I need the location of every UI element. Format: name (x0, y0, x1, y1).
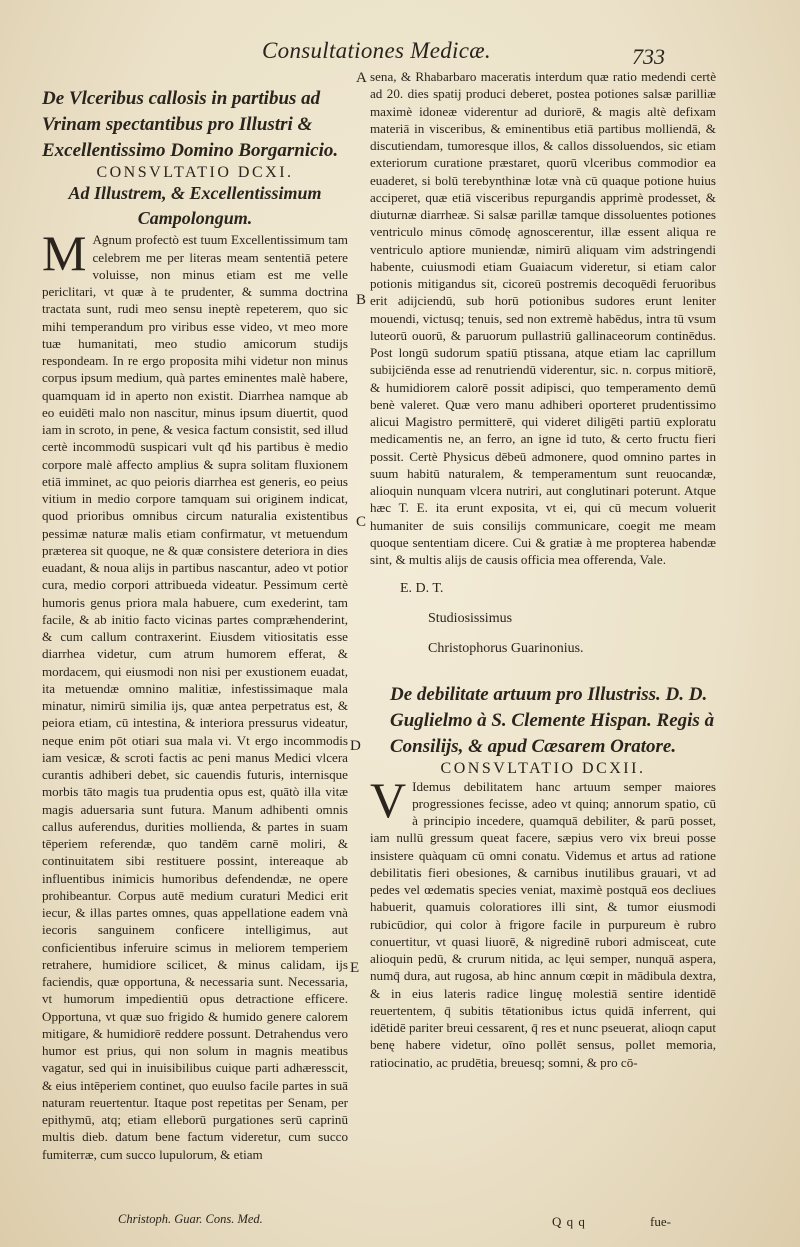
section-title-612: De debilitate artuum pro Illustriss. D. D. Guglielmo à S. Clemente Hispan. Regis à Consilijs, & apud Cæsarem Oratore. (390, 684, 715, 758)
drop-cap-m: M (42, 225, 87, 282)
right-column (370, 68, 716, 1071)
page-number: 733 (632, 44, 665, 69)
signature-mark: Q q q (552, 1214, 586, 1229)
section-title-611: De Vlceribus callosis in partibus ad Vrinam spectantibus pro Illustri & Excellentissimo Domino Borgarnicio. (42, 88, 339, 161)
margin-letter-d: D (350, 738, 361, 754)
signature-line: Studiosissimus (428, 611, 513, 627)
margin-letter-c: C (356, 514, 367, 530)
running-title: Consultationes Medicæ. (262, 38, 491, 63)
addressee-heading: Ad Illustrem, & Excellentissimum Campolongum. (68, 183, 322, 229)
signature-line: E. D. T. (400, 581, 444, 597)
margin-letter-b: B (356, 292, 367, 308)
consultation-body-611 (42, 225, 348, 1163)
left-column (42, 86, 348, 1163)
consultation-body-612 (370, 771, 716, 1071)
body-text: Agnum profectò est tuum Excellentissimum tam celebrem me per literas meam sententiā petere voluisse, non minus etiam est me velle periclitari, vt quæ à te prudenter, & summa doctrina tractata sunt, rudi meo sensu ineptè repeterem, quo sic mihi temperandum pro viribus esse video, vt meo more tuæ humanitati, meo studio amicorum studijs respondeam. In re ergo proposita mihi videtur non minus corpus ipsum medium, quà partes eminentes malè habere, quamquam id in aperto non existit. Diarrhea namque ab eo euidēti malo non nascitur, minus ipsum diuertit, quod iam in scroto, in pene, & vesica factum consistit, sed illud certè incommodū suspicari vult qđ his partibus è medio corpore malè affecto amplius & supra solitam fluxionem etiā imminet, ac quo peioris diarrhea est generis, eo peius vitium in medio corpore tamquam sui originem indicat, quod prioribus omnibus circum naturalia existentibus pessimæ naturæ malis etiam confirmatur, vt metuendum præterea sit quoque, ne & quæ consistere deteriora in dies euadant, & noua alijs in partibus nascantur, adeo vt potior cura, medio corpori attribueda videatur. Pessimum certè humoris genus priora mala habuere, cum exederint, tam facile, & ab initio facto vicinas partes compræhenderint, & cum callum contraxerint. Eiusdem vitiositatis esse diarrhea videtur, cum atrum humorem efferat, & mordacem, qui eiusmodi non nisi per exustionem euadat, ita metuendæ omnino malitiæ, infestissimaque mala minatur, nimirū similia ijs, quæ antea perpetratus est, & peiora etiam, cū intestina, & interiora pressurus videatur, neque enim pōt otiari sua mala vi. Vt ergo incommodis iam vesicæ, & scroti factis ac peni manus Medici vlcera curantis adhiberi debet, sic cauendis futuris, internisque morbis tāto magis tua prudentia opus est, quātò illa vitæ magis aduersaria sunt futura. Manum adhibenti omnis callus auferendus, durities mollienda, & partes in suam tēperiem referendæ, quo tandēm carnē moliri, & continuitatem sibi restituere possint, intereaque ab influentibus inimicis humoribus defendendæ, ne opere prohibeantur. Corpus autē medium curaturi Medici erit iecur, & illas partes omnes, quas appellatione eadem vnà iecoris sanguinem conficere intelligimus, aut conficientibus inferuire scimus in meliorem temperiem retrahere, humidiore scilicet, & minus calidam, ijs faciendis, quæ opportuna, & necessaria sunt. Necessaria, vt humorum impedientiū opus detractione efficere. Opportuna, vt quæ suo frigido & humido genere calorem mitigare, & humidiorē reddere possunt. Detrahendus vero humor est prius, qui non solum in magnis meatibus vagatur, sed qui in inuisibilibus cuique parti adhæresscit, & eius intēperiem continet, quo euulso facile partes in suā naturam reuertentur. Itaque post repetitas per Senam, per epithymū, atq; etiam elleborū purgationes serū caprinū multis dieb. datum bene factum videretur, cum succo fumiterræ, cum succo lupulorum, & etiam (42, 232, 348, 1162)
footer-catchline: Christoph. Guar. Cons. Med. (118, 1212, 263, 1226)
body-text: Idemus debilitatem hanc artuum semper maiores progressiones fecisse, adeo vt quinq; annorum spatio, cū à principio incedere, quamquā debiliter, & parū posset, iam nullū gressum queat facere, sæpius vero vix breui posse insistere quàquam cū omni conatu. Videmus et artus ad ratione debilitatis fieri obesiones, & carnibus inutilibus grauari, vt ad pedes vel œdematis species veniat, maximè postquā eos decliues habuerit, quamuis coloratiores illi sint, & tumor eiusmodi rubicūdior, qui color à frigore facile in purpureum è rubro conuertitur, vt quasi liuorē, & nigredinē rubori admisceat, cute alioquin pedū, & crurum nitida, ac lęui semper, nunquā aspera, numq̄ dura, aut rugosa, ab hinc annum cœpit in mādibula dextra, & in eius lateris radice linguę molestiā sentire identidē reuertentem, q̄ subitis tētationibus ictus quidā inferrent, qui idētidē pariter breui cessarent, q̄ res et nunc pseuerat, alioqn caput benę habere videtur, oīno pollēt sensus, pollet memoria, ratiocinatio, ac prudētia, breuesq; somni, & pro cō- (370, 778, 716, 1070)
catchword: fue- (650, 1214, 671, 1229)
drop-cap-v: V (370, 771, 407, 828)
consultation-body-611-continued: sena, & Rhabarbaro maceratis interdum quæ ratio medendi certè ad 20. dies spatij produci deberet, postea potiones salsæ parilliæ maximè idoneæ viderentur ad duriorē, & magis altè defixam materiā in visceribus, & eminentibus etiā partibus molliendā, & discutiendam, tumoresque illos, & callos dissoluendos, sic etiam exteriorum curatione præstaret, quorū vlceribus commodior ea euaderet, si bolū terebynthinæ lotæ vnà cū quaque potione huius acciperet, quæ etiā visceribus repurgandis apprimè prodesset, & diuturnæ diarrheæ. Si salsæ parillæ tamque dissoluentes potiones ventriculo minus cōmodę agnoscerentur, illæ essent aliqua re ventriculo aptiore muniendæ, nimirū aliquam vim adstringendi habente, cuiusmodi etiam Guaiacum videretur, si etiam calor potionis mitigandus sit, cicoreū postremis decoquēdi feruoribus erit adijciendū, sub horū potionibus sudores erunt leniter mouendi, victusq; tenuis, sed non extremè habēdus, intra tū vsum luteorū ouorū, & paruorum pullastriū gallinaceorum continēdus. Post longū sudorum spatiū ptissana, atque etiam lac caprillum subijciēnda esse ad renutriendū viderentur, sic. n. corpus mitiorē, & humidiorem calorē possit adipisci, quo temperamento demū benè valeret. Quæ vero manu adhiberi oporteret prudentissimo alicui Magistro permitterē, qui videret diligēti partiū exploratu medicamentis ne, an ferro, an igne id tuto, & certo fructu fieri possit. Certè Physicus dēbeū admonere, quod omnino partes in suum habitū naturalem, & temperamentum sunt reuocandæ, alioquin nunquam vlcera nutriri, aut conglutinari poterunt. Atque hæc T. E. ita erunt exposita, vt ei, qui cū mecum voluerit humaniter de suis consilijs communicare, coegit me meam quoque sententiam dicere. Cui & gratiæ à me propterea habendæ sint, & multis alijs de causis officia mea offerenda, Vale. (370, 69, 716, 567)
margin-letter-e: E (350, 960, 360, 976)
signature-block (370, 580, 716, 658)
signature-line: Christophorus Guarinonius. (428, 641, 584, 657)
consultation-heading-611: CONSVLTATIO DCXI. (96, 164, 294, 181)
consultation-heading-612: CONSVLTATIO DCXII. (440, 760, 646, 778)
margin-letter-a: A (356, 70, 367, 86)
